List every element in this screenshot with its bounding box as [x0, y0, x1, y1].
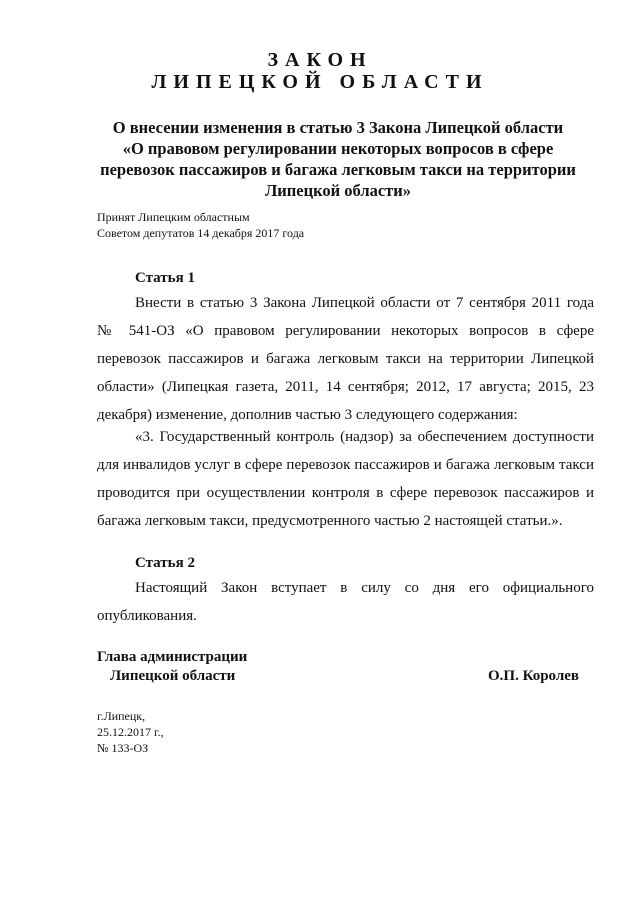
law-title-line1: ЗАКОН — [267, 49, 373, 71]
adoption-line: Принят Липецким областным — [97, 210, 250, 224]
article-1-heading: Статья 1 — [135, 270, 195, 286]
signatory-title — [97, 648, 247, 686]
subject-line: Липецкой области» — [264, 181, 412, 200]
adoption-line: Советом депутатов 14 декабря 2017 года — [97, 226, 305, 240]
paragraph-line: № 541-ОЗ «О правовом регулировании некоторых вопросов в сфере — [97, 323, 594, 339]
document-footer — [97, 708, 164, 756]
paragraph-line: «3. Государственный контроль (надзор) за обеспечением доступности — [135, 429, 594, 445]
article-1-paragraph-2 — [97, 423, 594, 535]
signatory-title-line: Глава администрации — [97, 649, 248, 665]
law-title-line2: ЛИПЕЦКОЙ ОБЛАСТИ — [151, 71, 489, 93]
adoption-note — [97, 209, 304, 241]
signatory-name: О.П. Королев — [488, 668, 580, 684]
law-subject-heading — [88, 117, 588, 201]
subject-line: перевозок пассажиров и багажа легковым такси на территории — [100, 160, 576, 179]
paragraph-line: Внести в статью 3 Закона Липецкой области от 7 сентября 2011 года — [135, 295, 594, 311]
footer-city: г.Липецк, — [97, 709, 146, 723]
article-1-paragraph-1 — [97, 289, 594, 429]
article-2-paragraph — [97, 574, 594, 630]
article-2-heading: Статья 2 — [135, 555, 195, 571]
signatory-title-line: Липецкой области — [110, 668, 236, 684]
paragraph-line: проводится при осуществлении контроля в сфере перевозок пассажиров и — [97, 485, 594, 501]
paragraph-line: для инвалидов услуг в сфере перевозок пассажиров и багажа легковым такси — [97, 457, 594, 473]
paragraph-line: области» (Липецкая газета, 2011, 14 сентября; 2012, 17 августа; 2015, 23 — [97, 379, 594, 395]
subject-line: «О правовом регулировании некоторых вопросов в сфере — [122, 139, 554, 158]
paragraph-line: перевозок пассажиров и багажа легковым такси на территории Липецкой — [97, 351, 594, 367]
subject-line: О внесении изменения в статью 3 Закона Липецкой области — [112, 118, 564, 137]
footer-number: № 133-ОЗ — [97, 741, 149, 755]
paragraph-line: багажа легковым такси, предусмотренного частью 2 настоящей статьи.». — [97, 513, 563, 529]
paragraph-line: Настоящий Закон вступает в силу со дня его официального — [135, 580, 594, 596]
footer-date: 25.12.2017 г., — [97, 725, 164, 739]
paragraph-line: опубликования. — [97, 608, 197, 624]
paragraph-line: декабря) изменение, дополнив частью 3 следующего содержания: — [97, 407, 518, 423]
